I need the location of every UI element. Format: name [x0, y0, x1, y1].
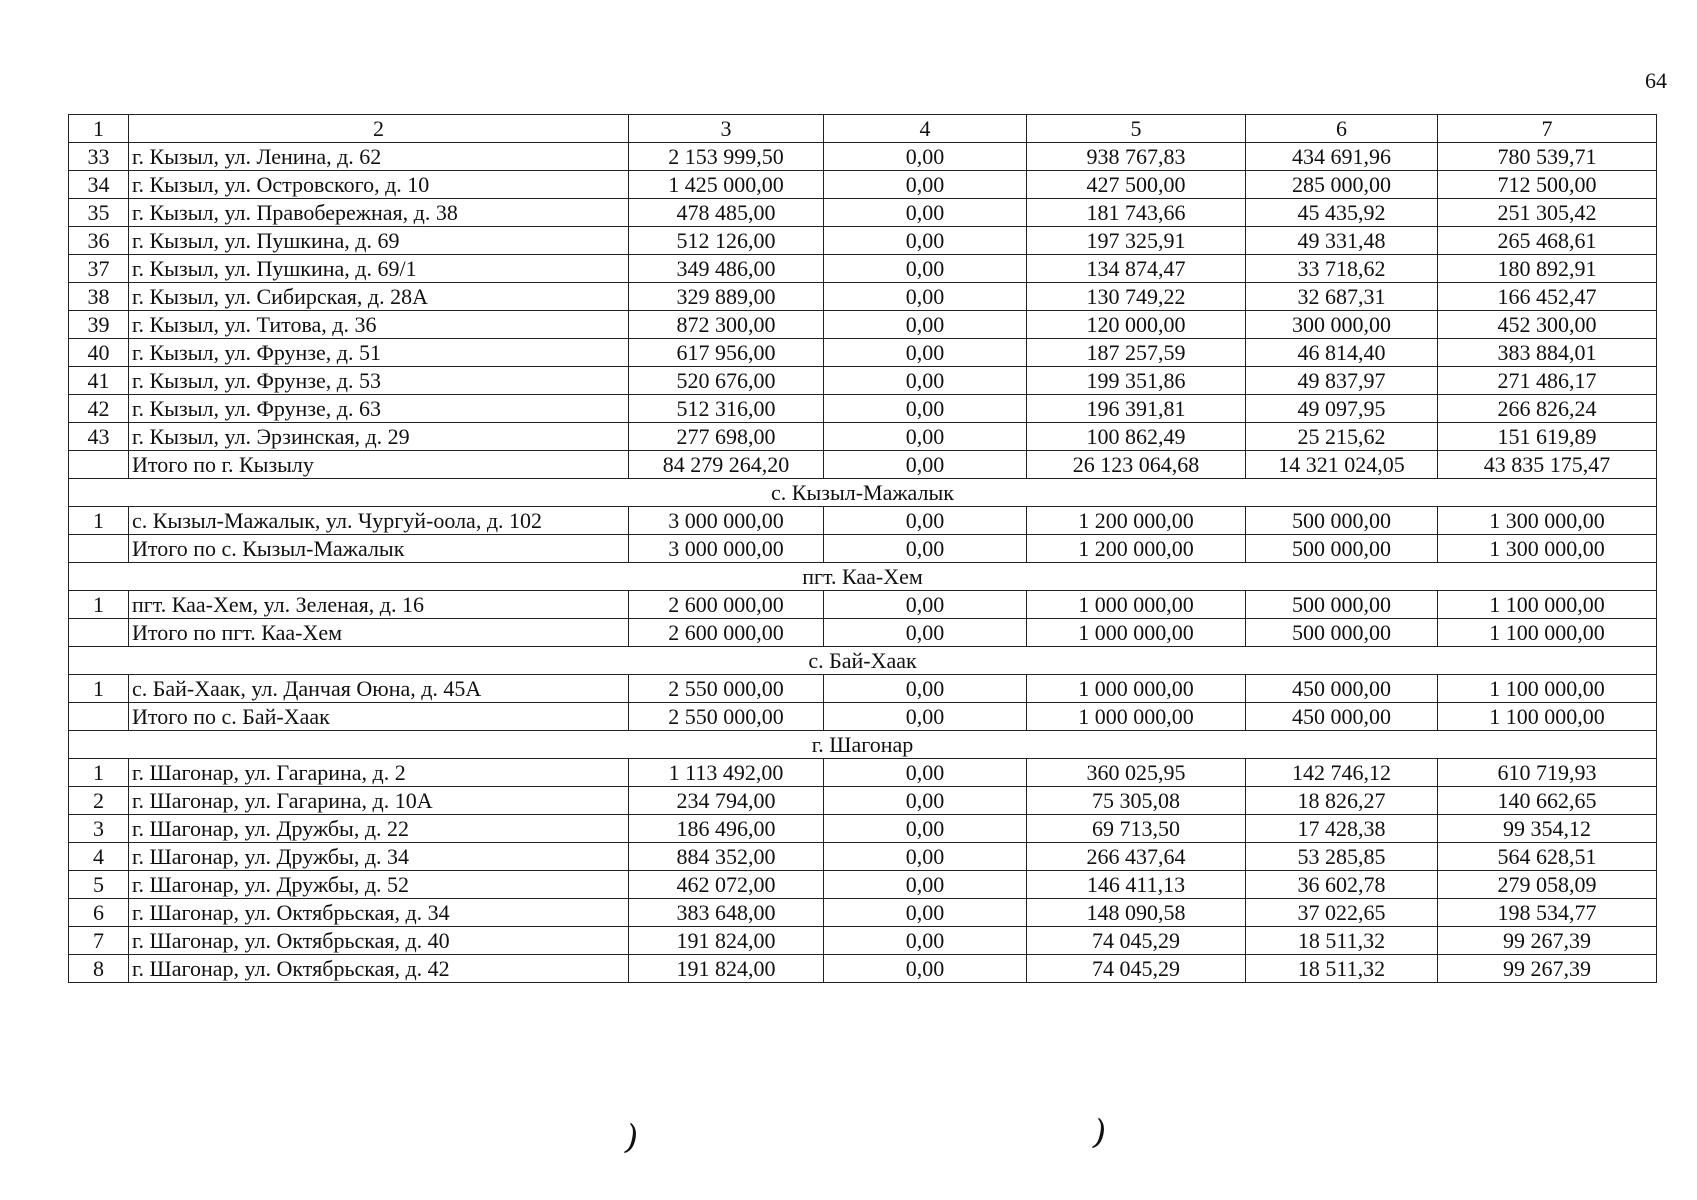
col5-value-cell: 26 123 064,68 — [1027, 451, 1246, 479]
col3-value-cell: 2 550 000,00 — [629, 675, 824, 703]
row-number-cell: 33 — [69, 143, 129, 171]
col4-value-cell: 0,00 — [824, 451, 1027, 479]
col7-value-cell: 151 619,89 — [1438, 423, 1657, 451]
col7-value-cell: 610 719,93 — [1438, 759, 1657, 787]
table-row — [69, 171, 1657, 199]
col7-value-cell: 279 058,09 — [1438, 871, 1657, 899]
col7-value-cell: 383 884,01 — [1438, 339, 1657, 367]
address-cell: г. Кызыл, ул. Эрзинская, д. 29 — [129, 423, 629, 451]
table-row — [69, 675, 1657, 703]
col3-value-cell: 186 496,00 — [629, 815, 824, 843]
col7-value-cell: 166 452,47 — [1438, 283, 1657, 311]
row-number-cell: 3 — [69, 815, 129, 843]
row-number-cell: 35 — [69, 199, 129, 227]
section-title: с. Бай-Хаак — [69, 647, 1657, 675]
row-number-cell: 38 — [69, 283, 129, 311]
col5-value-cell: 1 000 000,00 — [1027, 619, 1246, 647]
col4-value-cell: 0,00 — [824, 283, 1027, 311]
budget-table — [68, 114, 1657, 983]
row-number-cell: 42 — [69, 395, 129, 423]
table-row — [69, 227, 1657, 255]
col6-value-cell: 25 215,62 — [1246, 423, 1438, 451]
col7-value-cell: 140 662,65 — [1438, 787, 1657, 815]
col4-value-cell: 0,00 — [824, 339, 1027, 367]
col4-value-cell: 0,00 — [824, 787, 1027, 815]
address-cell: г. Шагонар, ул. Гагарина, д. 2 — [129, 759, 629, 787]
table-row — [69, 395, 1657, 423]
col7-value-cell: 564 628,51 — [1438, 843, 1657, 871]
address-cell: с. Кызыл-Мажалык, ул. Чургуй-оола, д. 102 — [129, 507, 629, 535]
address-cell: г. Шагонар, ул. Октябрьская, д. 34 — [129, 899, 629, 927]
col6-value-cell: 434 691,96 — [1246, 143, 1438, 171]
address-cell: г. Шагонар, ул. Октябрьская, д. 40 — [129, 927, 629, 955]
col6-value-cell: 285 000,00 — [1246, 171, 1438, 199]
col4-value-cell: 0,00 — [824, 675, 1027, 703]
row-number-cell: 6 — [69, 899, 129, 927]
col6-value-cell: 500 000,00 — [1246, 591, 1438, 619]
col4-value-cell: 0,00 — [824, 591, 1027, 619]
col5-value-cell: 100 862,49 — [1027, 423, 1246, 451]
address-cell: г. Шагонар, ул. Дружбы, д. 34 — [129, 843, 629, 871]
col5-value-cell: 1 000 000,00 — [1027, 675, 1246, 703]
address-cell: г. Кызыл, ул. Фрунзе, д. 63 — [129, 395, 629, 423]
signature-mark: ) — [1088, 1112, 1111, 1154]
col5-value-cell: 196 391,81 — [1027, 395, 1246, 423]
table-row — [69, 927, 1657, 955]
col3-value-cell: 191 824,00 — [629, 955, 824, 983]
col3-value-cell: 349 486,00 — [629, 255, 824, 283]
col3-value-cell: 2 550 000,00 — [629, 703, 824, 731]
col5-value-cell: 197 325,91 — [1027, 227, 1246, 255]
address-cell: г. Кызыл, ул. Фрунзе, д. 53 — [129, 367, 629, 395]
col7-value-cell: 99 354,12 — [1438, 815, 1657, 843]
col5-value-cell: 1 000 000,00 — [1027, 703, 1246, 731]
col5-value-cell: 146 411,13 — [1027, 871, 1246, 899]
column-number-cell: 1 — [69, 115, 129, 143]
col6-value-cell: 49 097,95 — [1246, 395, 1438, 423]
col6-value-cell: 37 022,65 — [1246, 899, 1438, 927]
row-number-cell: 5 — [69, 871, 129, 899]
col6-value-cell: 450 000,00 — [1246, 675, 1438, 703]
col4-value-cell: 0,00 — [824, 507, 1027, 535]
col7-value-cell: 180 892,91 — [1438, 255, 1657, 283]
col5-value-cell: 74 045,29 — [1027, 955, 1246, 983]
table-row — [69, 255, 1657, 283]
table-row — [69, 507, 1657, 535]
col6-value-cell: 33 718,62 — [1246, 255, 1438, 283]
row-number-cell: 36 — [69, 227, 129, 255]
column-number-cell: 4 — [824, 115, 1027, 143]
col7-value-cell: 1 100 000,00 — [1438, 675, 1657, 703]
col6-value-cell: 18 511,32 — [1246, 927, 1438, 955]
col7-value-cell: 1 100 000,00 — [1438, 703, 1657, 731]
address-cell: г. Шагонар, ул. Октябрьская, д. 42 — [129, 955, 629, 983]
col3-value-cell: 1 113 492,00 — [629, 759, 824, 787]
col3-value-cell: 277 698,00 — [629, 423, 824, 451]
col3-value-cell: 2 153 999,50 — [629, 143, 824, 171]
row-number-cell: 41 — [69, 367, 129, 395]
col7-value-cell: 266 826,24 — [1438, 395, 1657, 423]
total-row — [69, 451, 1657, 479]
col5-value-cell: 938 767,83 — [1027, 143, 1246, 171]
column-number-cell: 7 — [1438, 115, 1657, 143]
col6-value-cell: 45 435,92 — [1246, 199, 1438, 227]
col6-value-cell: 53 285,85 — [1246, 843, 1438, 871]
row-number-cell — [69, 619, 129, 647]
table-row — [69, 871, 1657, 899]
table-row — [69, 143, 1657, 171]
col6-value-cell: 36 602,78 — [1246, 871, 1438, 899]
total-row — [69, 703, 1657, 731]
col4-value-cell: 0,00 — [824, 927, 1027, 955]
address-cell: г. Кызыл, ул. Пушкина, д. 69/1 — [129, 255, 629, 283]
col4-value-cell: 0,00 — [824, 843, 1027, 871]
col3-value-cell: 520 676,00 — [629, 367, 824, 395]
table-row — [69, 367, 1657, 395]
table-row — [69, 591, 1657, 619]
col5-value-cell: 187 257,59 — [1027, 339, 1246, 367]
address-cell: г. Шагонар, ул. Дружбы, д. 22 — [129, 815, 629, 843]
col3-value-cell: 512 126,00 — [629, 227, 824, 255]
col7-value-cell: 198 534,77 — [1438, 899, 1657, 927]
table-row — [69, 311, 1657, 339]
col6-value-cell: 14 321 024,05 — [1246, 451, 1438, 479]
col3-value-cell: 191 824,00 — [629, 927, 824, 955]
row-number-cell: 1 — [69, 759, 129, 787]
col5-value-cell: 1 200 000,00 — [1027, 507, 1246, 535]
col7-value-cell: 265 468,61 — [1438, 227, 1657, 255]
address-cell: г. Кызыл, ул. Сибирская, д. 28А — [129, 283, 629, 311]
col4-value-cell: 0,00 — [824, 395, 1027, 423]
table-row — [69, 843, 1657, 871]
col3-value-cell: 478 485,00 — [629, 199, 824, 227]
col5-value-cell: 181 743,66 — [1027, 199, 1246, 227]
col6-value-cell: 500 000,00 — [1246, 507, 1438, 535]
col4-value-cell: 0,00 — [824, 199, 1027, 227]
col7-value-cell: 1 100 000,00 — [1438, 619, 1657, 647]
section-title: пгт. Каа-Хем — [69, 563, 1657, 591]
col7-value-cell: 43 835 175,47 — [1438, 451, 1657, 479]
col6-value-cell: 17 428,38 — [1246, 815, 1438, 843]
section-title: с. Кызыл-Мажалык — [69, 479, 1657, 507]
col7-value-cell: 271 486,17 — [1438, 367, 1657, 395]
col4-value-cell: 0,00 — [824, 227, 1027, 255]
col5-value-cell: 148 090,58 — [1027, 899, 1246, 927]
address-cell: г. Кызыл, ул. Правобережная, д. 38 — [129, 199, 629, 227]
row-number-cell: 4 — [69, 843, 129, 871]
col6-value-cell: 18 826,27 — [1246, 787, 1438, 815]
col5-value-cell: 266 437,64 — [1027, 843, 1246, 871]
col7-value-cell: 1 300 000,00 — [1438, 535, 1657, 563]
col4-value-cell: 0,00 — [824, 899, 1027, 927]
row-number-cell — [69, 703, 129, 731]
col3-value-cell: 3 000 000,00 — [629, 507, 824, 535]
table-row — [69, 199, 1657, 227]
signature-mark: ) — [620, 1117, 643, 1159]
col4-value-cell: 0,00 — [824, 955, 1027, 983]
row-number-cell: 2 — [69, 787, 129, 815]
col6-value-cell: 500 000,00 — [1246, 619, 1438, 647]
section-header-row — [69, 479, 1657, 507]
table-row — [69, 955, 1657, 983]
table-body — [69, 115, 1657, 983]
col7-value-cell: 1 300 000,00 — [1438, 507, 1657, 535]
row-number-cell: 37 — [69, 255, 129, 283]
table-row — [69, 787, 1657, 815]
col6-value-cell: 18 511,32 — [1246, 955, 1438, 983]
col5-value-cell: 130 749,22 — [1027, 283, 1246, 311]
col4-value-cell: 0,00 — [824, 423, 1027, 451]
col4-value-cell: 0,00 — [824, 871, 1027, 899]
address-cell: г. Шагонар, ул. Дружбы, д. 52 — [129, 871, 629, 899]
col7-value-cell: 1 100 000,00 — [1438, 591, 1657, 619]
col6-value-cell: 142 746,12 — [1246, 759, 1438, 787]
row-number-cell: 40 — [69, 339, 129, 367]
section-header-row — [69, 563, 1657, 591]
col5-value-cell: 69 713,50 — [1027, 815, 1246, 843]
col6-value-cell: 450 000,00 — [1246, 703, 1438, 731]
col5-value-cell: 360 025,95 — [1027, 759, 1246, 787]
total-row — [69, 619, 1657, 647]
address-cell: с. Бай-Хаак, ул. Данчая Оюна, д. 45А — [129, 675, 629, 703]
col6-value-cell: 49 331,48 — [1246, 227, 1438, 255]
address-cell: г. Кызыл, ул. Островского, д. 10 — [129, 171, 629, 199]
column-number-cell: 6 — [1246, 115, 1438, 143]
col4-value-cell: 0,00 — [824, 367, 1027, 395]
column-number-row — [69, 115, 1657, 143]
col4-value-cell: 0,00 — [824, 703, 1027, 731]
address-cell: г. Шагонар, ул. Гагарина, д. 10А — [129, 787, 629, 815]
col3-value-cell: 872 300,00 — [629, 311, 824, 339]
col4-value-cell: 0,00 — [824, 815, 1027, 843]
column-number-cell: 2 — [129, 115, 629, 143]
col5-value-cell: 120 000,00 — [1027, 311, 1246, 339]
col7-value-cell: 251 305,42 — [1438, 199, 1657, 227]
address-cell: г. Кызыл, ул. Титова, д. 36 — [129, 311, 629, 339]
col3-value-cell: 462 072,00 — [629, 871, 824, 899]
col7-value-cell: 712 500,00 — [1438, 171, 1657, 199]
col5-value-cell: 1 200 000,00 — [1027, 535, 1246, 563]
col3-value-cell: 329 889,00 — [629, 283, 824, 311]
row-number-cell: 8 — [69, 955, 129, 983]
col6-value-cell: 500 000,00 — [1246, 535, 1438, 563]
row-number-cell: 1 — [69, 591, 129, 619]
address-cell: г. Кызыл, ул. Пушкина, д. 69 — [129, 227, 629, 255]
col3-value-cell: 3 000 000,00 — [629, 535, 824, 563]
col6-value-cell: 32 687,31 — [1246, 283, 1438, 311]
address-cell: г. Кызыл, ул. Фрунзе, д. 51 — [129, 339, 629, 367]
page-number: 64 — [1645, 68, 1667, 93]
column-number-cell: 3 — [629, 115, 824, 143]
row-number-cell: 7 — [69, 927, 129, 955]
column-number-cell: 5 — [1027, 115, 1246, 143]
address-cell: Итого по с. Бай-Хаак — [129, 703, 629, 731]
col4-value-cell: 0,00 — [824, 759, 1027, 787]
col3-value-cell: 2 600 000,00 — [629, 591, 824, 619]
row-number-cell — [69, 451, 129, 479]
col5-value-cell: 75 305,08 — [1027, 787, 1246, 815]
row-number-cell — [69, 535, 129, 563]
section-header-row — [69, 731, 1657, 759]
col5-value-cell: 427 500,00 — [1027, 171, 1246, 199]
section-header-row — [69, 647, 1657, 675]
col5-value-cell: 1 000 000,00 — [1027, 591, 1246, 619]
row-number-cell: 1 — [69, 507, 129, 535]
col4-value-cell: 0,00 — [824, 619, 1027, 647]
col4-value-cell: 0,00 — [824, 143, 1027, 171]
table-row — [69, 815, 1657, 843]
address-cell: г. Кызыл, ул. Ленина, д. 62 — [129, 143, 629, 171]
col4-value-cell: 0,00 — [824, 171, 1027, 199]
col7-value-cell: 452 300,00 — [1438, 311, 1657, 339]
col5-value-cell: 74 045,29 — [1027, 927, 1246, 955]
col6-value-cell: 46 814,40 — [1246, 339, 1438, 367]
col4-value-cell: 0,00 — [824, 311, 1027, 339]
col3-value-cell: 383 648,00 — [629, 899, 824, 927]
table-row — [69, 759, 1657, 787]
table-row — [69, 283, 1657, 311]
col3-value-cell: 84 279 264,20 — [629, 451, 824, 479]
table-row — [69, 339, 1657, 367]
address-cell: Итого по с. Кызыл-Мажалык — [129, 535, 629, 563]
col7-value-cell: 780 539,71 — [1438, 143, 1657, 171]
row-number-cell: 43 — [69, 423, 129, 451]
col3-value-cell: 617 956,00 — [629, 339, 824, 367]
col7-value-cell: 99 267,39 — [1438, 927, 1657, 955]
section-title: г. Шагонар — [69, 731, 1657, 759]
col6-value-cell: 300 000,00 — [1246, 311, 1438, 339]
total-row — [69, 535, 1657, 563]
col3-value-cell: 512 316,00 — [629, 395, 824, 423]
col5-value-cell: 199 351,86 — [1027, 367, 1246, 395]
col4-value-cell: 0,00 — [824, 255, 1027, 283]
col3-value-cell: 2 600 000,00 — [629, 619, 824, 647]
col3-value-cell: 1 425 000,00 — [629, 171, 824, 199]
col3-value-cell: 884 352,00 — [629, 843, 824, 871]
address-cell: Итого по пгт. Каа-Хем — [129, 619, 629, 647]
row-number-cell: 1 — [69, 675, 129, 703]
address-cell: пгт. Каа-Хем, ул. Зеленая, д. 16 — [129, 591, 629, 619]
row-number-cell: 34 — [69, 171, 129, 199]
col3-value-cell: 234 794,00 — [629, 787, 824, 815]
row-number-cell: 39 — [69, 311, 129, 339]
col7-value-cell: 99 267,39 — [1438, 955, 1657, 983]
table-row — [69, 899, 1657, 927]
col6-value-cell: 49 837,97 — [1246, 367, 1438, 395]
col5-value-cell: 134 874,47 — [1027, 255, 1246, 283]
table-row — [69, 423, 1657, 451]
col4-value-cell: 0,00 — [824, 535, 1027, 563]
address-cell: Итого по г. Кызылу — [129, 451, 629, 479]
